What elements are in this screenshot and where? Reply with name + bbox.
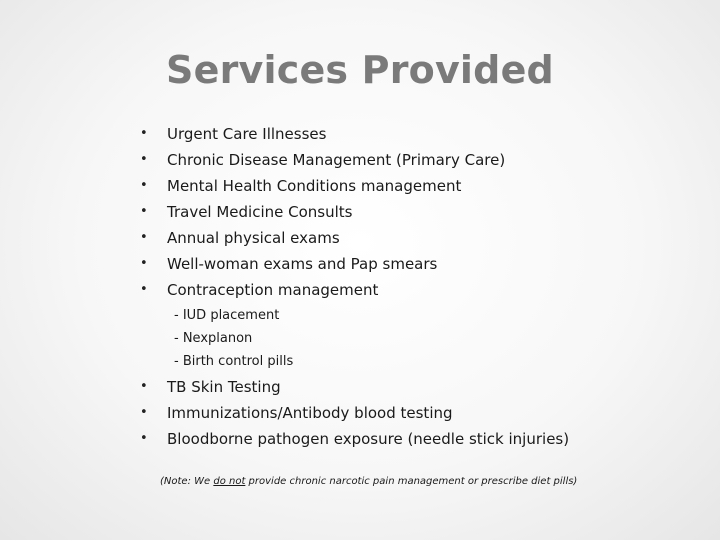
bullet-icon: • <box>140 282 148 297</box>
note-emphasis: do not <box>213 476 246 487</box>
list-item <box>0 375 720 399</box>
sub-list-item: - IUD placement <box>174 308 280 323</box>
list-item <box>0 401 720 425</box>
bullet-icon: • <box>140 431 148 446</box>
list-item <box>0 148 720 172</box>
note-suffix: provide chronic narcotic pain management or prescribe diet pills) <box>245 476 578 487</box>
list-item <box>0 174 720 198</box>
footnote <box>160 476 577 487</box>
sub-list-item: - Nexplanon <box>174 331 253 346</box>
list-item <box>0 278 720 302</box>
list-item <box>0 122 720 146</box>
service-label: Travel Medicine Consults <box>167 203 353 221</box>
service-label: Contraception management <box>167 281 379 299</box>
bullet-icon: • <box>140 178 148 193</box>
list-item <box>0 226 720 250</box>
bullet-icon: • <box>140 152 148 167</box>
list-item <box>0 252 720 276</box>
list-item <box>0 200 720 224</box>
service-label: TB Skin Testing <box>167 378 281 396</box>
service-label: Immunizations/Antibody blood testing <box>167 404 453 422</box>
bullet-icon: • <box>140 230 148 245</box>
service-label: Urgent Care Illnesses <box>167 125 327 143</box>
bullet-icon: • <box>140 379 148 394</box>
service-label: Well-woman exams and Pap smears <box>167 255 438 273</box>
service-label: Bloodborne pathogen exposure (needle stick injuries) <box>167 430 570 448</box>
bullet-icon: • <box>140 405 148 420</box>
service-label: Mental Health Conditions management <box>167 177 462 195</box>
service-label: Chronic Disease Management (Primary Care) <box>167 151 506 169</box>
bullet-icon: • <box>140 126 148 141</box>
sub-list-item: - Birth control pills <box>174 354 294 369</box>
list-item <box>0 427 720 451</box>
page-title: Services Provided <box>166 48 554 92</box>
bullet-icon: • <box>140 204 148 219</box>
bullet-icon: • <box>140 256 148 271</box>
note-prefix: (Note: We <box>160 476 214 487</box>
service-label: Annual physical exams <box>167 229 340 247</box>
